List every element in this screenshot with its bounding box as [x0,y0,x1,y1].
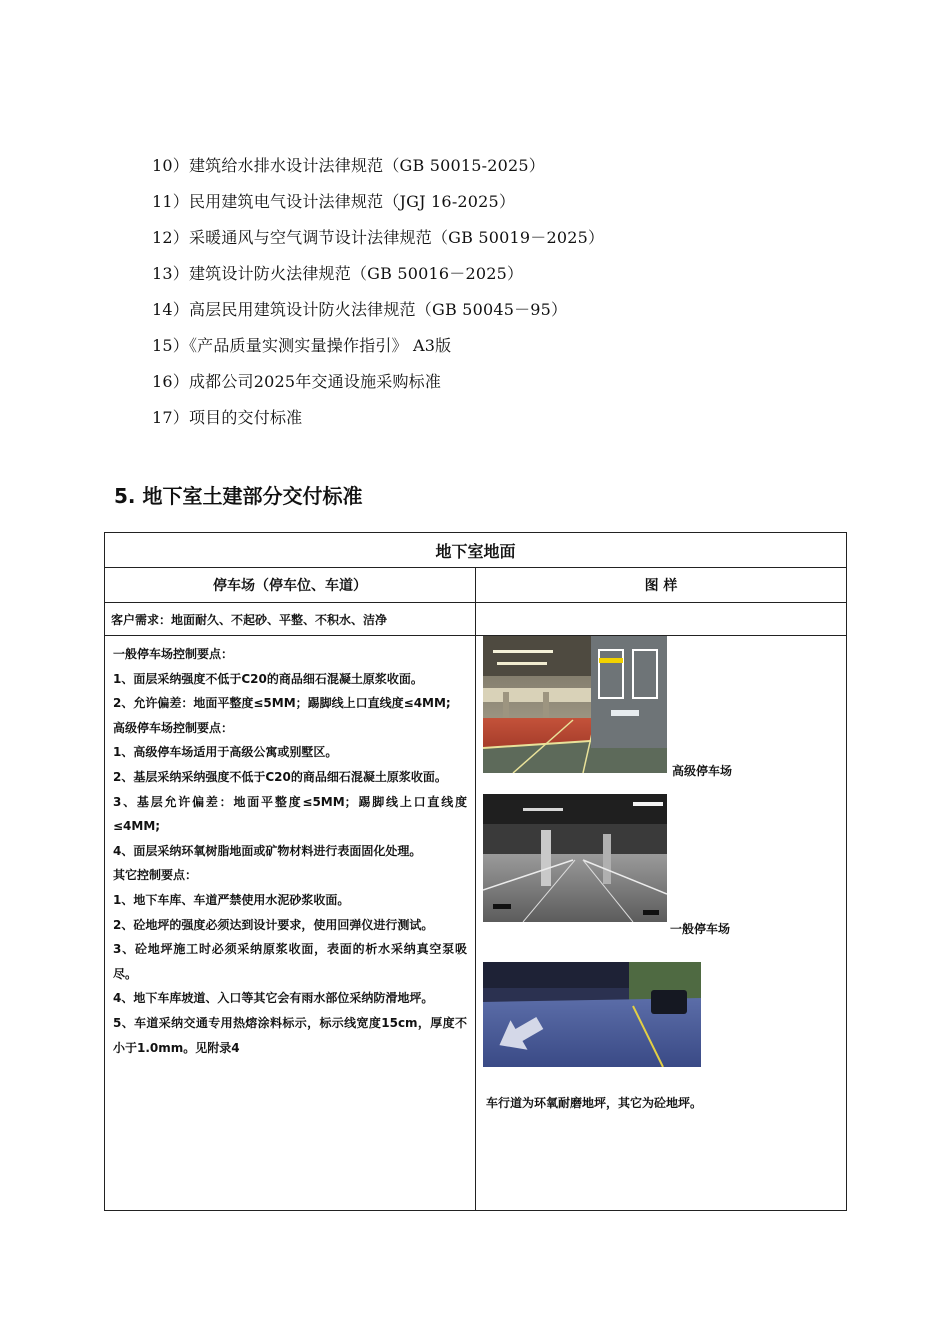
reference-item: 17）项目的交付标准 [152,408,303,427]
control-point: 一般停车场控制要点： [113,647,234,661]
section-heading: 5. 地下室土建部分交付标准 [114,484,363,508]
control-point: 3、砼地坪施工时必须采纳原浆收面，表面的析水采纳真空泵吸尽。 [113,942,467,981]
driveway-note: 车行道为环氧耐磨地坪，其它为砼地坪。 [486,1096,703,1110]
reference-item: 16）成都公司2025年交通设施采购标准 [152,372,442,391]
control-points-cell [105,636,476,1211]
reference-item: 11）民用建筑电气设计法律规范（JGJ 16-2025） [152,192,516,211]
illustration-cell [476,636,847,1211]
standard-parking-photo [483,794,667,922]
column-header-parking: 停车场（停车位、车道） [105,568,476,603]
reference-item: 14）高层民用建筑设计防火法律规范（GB 50045－95） [152,300,568,319]
reference-item: 10）建筑给水排水设计法律规范（GB 50015-2025） [152,156,546,175]
control-point: 高级停车场控制要点： [113,720,234,735]
control-point: 5、车道采纳交通专用热熔涂料标示，标示线宽度15cm，厚度不小于1.0mm。见附录4 [113,1015,467,1055]
reference-item: 13）建筑设计防火法律规范（GB 50016－2025） [152,264,524,283]
control-point: 1、高级停车场适用于高级公寓或别墅区。 [113,745,338,760]
control-point: 4、地下车库坡道、入口等其它会有雨水部位采纳防滑地坪。 [113,991,434,1006]
column-header-illustration: 图 样 [476,568,847,603]
control-point: 其它控制要点： [113,868,198,883]
reference-list [152,148,604,436]
control-point: 4、面层采纳环氧树脂地面或矿物材料进行表面固化处理。 [113,843,422,858]
control-point: 3、基层允许偏差：地面平整度≤5MM；踢脚线上口直线度≤4MM; [113,794,467,834]
standards-table [104,532,847,1211]
control-point: 2、允许偏差：地面平整度≤5MM；踢脚线上口直线度≤4MM; [113,696,451,711]
standard-parking-caption: 一般停车场 [670,922,731,936]
control-point: 2、基层采纳采纳强度不低于C20的商品细石混凝土原浆收面。 [113,769,447,784]
table-title: 地下室地面 [105,533,847,568]
premium-parking-caption: 高级停车场 [672,764,733,778]
control-point: 1、面层采纳强度不低于C20的商品细石混凝土原浆收面。 [113,671,423,686]
empty-cell [476,603,847,636]
reference-item: 15）《产品质量实测实量操作指引》 A3版 [152,336,452,355]
customer-requirement: 客户需求：地面耐久、不起砂、平整、不积水、洁净 [105,603,476,636]
driveway-photo [483,962,701,1067]
premium-parking-photo [483,636,667,773]
control-point: 2、砼地坪的强度必须达到设计要求，使用回弹仪进行测试。 [113,917,434,932]
reference-item: 12）采暖通风与空气调节设计法律规范（GB 50019－2025） [152,228,605,247]
control-point: 1、地下车库、车道严禁使用水泥砂浆收面。 [113,892,350,907]
